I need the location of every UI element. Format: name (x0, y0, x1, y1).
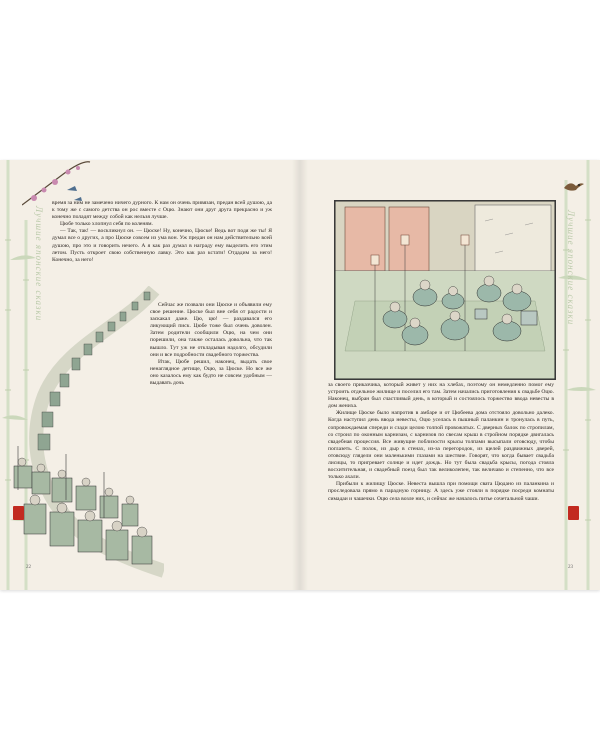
seal-stamp-right (568, 506, 579, 520)
paragraph: за своего приказчика, который живет у них на хлебах, поэтому он немедленно помог ему устроить отдельное жилище и поселил его там. Затем начались приготовления к свадьбе Оцю. Наконец, выбран был счастливый день, в который и состоялось торжество ввода невесты в дом жениха. (328, 382, 554, 410)
right-page (300, 160, 600, 590)
left-top-text (52, 200, 272, 264)
paragraph: Итак, Цюбе решил, наконец, выдать свое ненаглядное детище, Оцю, за Цюске. Но все же оно казалось ему как будто не совсем удобным — выдавать дочь (150, 358, 272, 387)
page-number-left: 22 (26, 565, 31, 570)
left-page (0, 160, 300, 590)
paragraph: — Так, так! — воскликнул он. — Цюске! Ну, конечно, Цюске! Ведь вот подя же ты! Я думал все о других, а про Цюске совсем из ума вон. Уж предан он нам действительно всей душою, про это и говорить нечего. А я как раз думал в награду ему выделить его этим летом. Пусть откроет свою собственную лавку. Это как раз кстати! Отдадим за него! Конечно, за него! (52, 228, 272, 263)
page-number-right: 23 (568, 565, 573, 570)
wedding-scene-illustration (334, 200, 556, 380)
paragraph: Сейчас же позвали они Цюске и объявили ему свое решение. Цюске был вне себя от радости и заскакал даже. Цю, цю! — раздавался его ликующий писк. Цюбе тоже был очень доволен. Затем родители сообщили Оцю, на чем они порешили, она также осталась довольна, что так вышло. Тут уж не откладывая надолго, обсудили они и все подробности свадебного торжества. (150, 302, 272, 358)
bird-illustration (562, 178, 586, 194)
book-spread (0, 160, 600, 590)
right-text (328, 382, 554, 503)
wedding-scene-drawing (335, 201, 555, 379)
running-title-right: Лучшие японские сказки (566, 210, 576, 326)
seal-stamp-left (13, 506, 24, 520)
paragraph: время за ним не замечено ничего дурного. К нам он очень привязан, предан всей душою, да к тому же с самого детства он рос вместе с Оцю. Знают они друг друга прекрасно и уж конечно поладят между собой как нельзя лучше. (52, 200, 272, 221)
bamboo-decoration-right (554, 160, 600, 590)
paragraph: Цюбе только хлопнул себя по коленям. (60, 221, 153, 228)
left-side-text (150, 302, 272, 387)
paragraph: Жилище Цюске было напротив в амбаре и от Цюбеева дома отстояло довольно далеко. Когда наступил день ввода невесты, Оцю уселась в пышный паланкин и тронулась в путь, сопровождаемая спереди и сзади целою толпой провожатых. С дверных балок по стропилам, со строил по оконным карнизам, с карнизов по свесам крыш в стройном порядке двигалась свадебная процессия. Все живущие поблизости крысы толпами высыпали отовсюду, чтобы поглазеть. С полок, из дыр в стенах, из-за перегородок, из щелей раздвижных дверей, отовсюду глядели они маленькими глазами на шествие. Говорят, что когда бывает свадьба лисицы, то пригревает солнце и идет дождь. Но тут была свадьба крысы, погода стояла восхитительная, и свадебный поезд был так великолепен, так величаво и степенно, что все только ахали. (328, 410, 554, 481)
procession-illustration (4, 286, 164, 586)
running-title-left: Лучшие японские сказки (34, 206, 44, 322)
paragraph: Прибыли к жилищу Цюске. Невеста вышла при помощи свата Цюдано из паланкина и проследовала прямо в парадную горницу. А здесь уже стояли в порядке посреди комнаты симадаи и чашечки. Оцю села возле них, и сейчас же началось питье сочетальной чаши. (328, 481, 554, 502)
